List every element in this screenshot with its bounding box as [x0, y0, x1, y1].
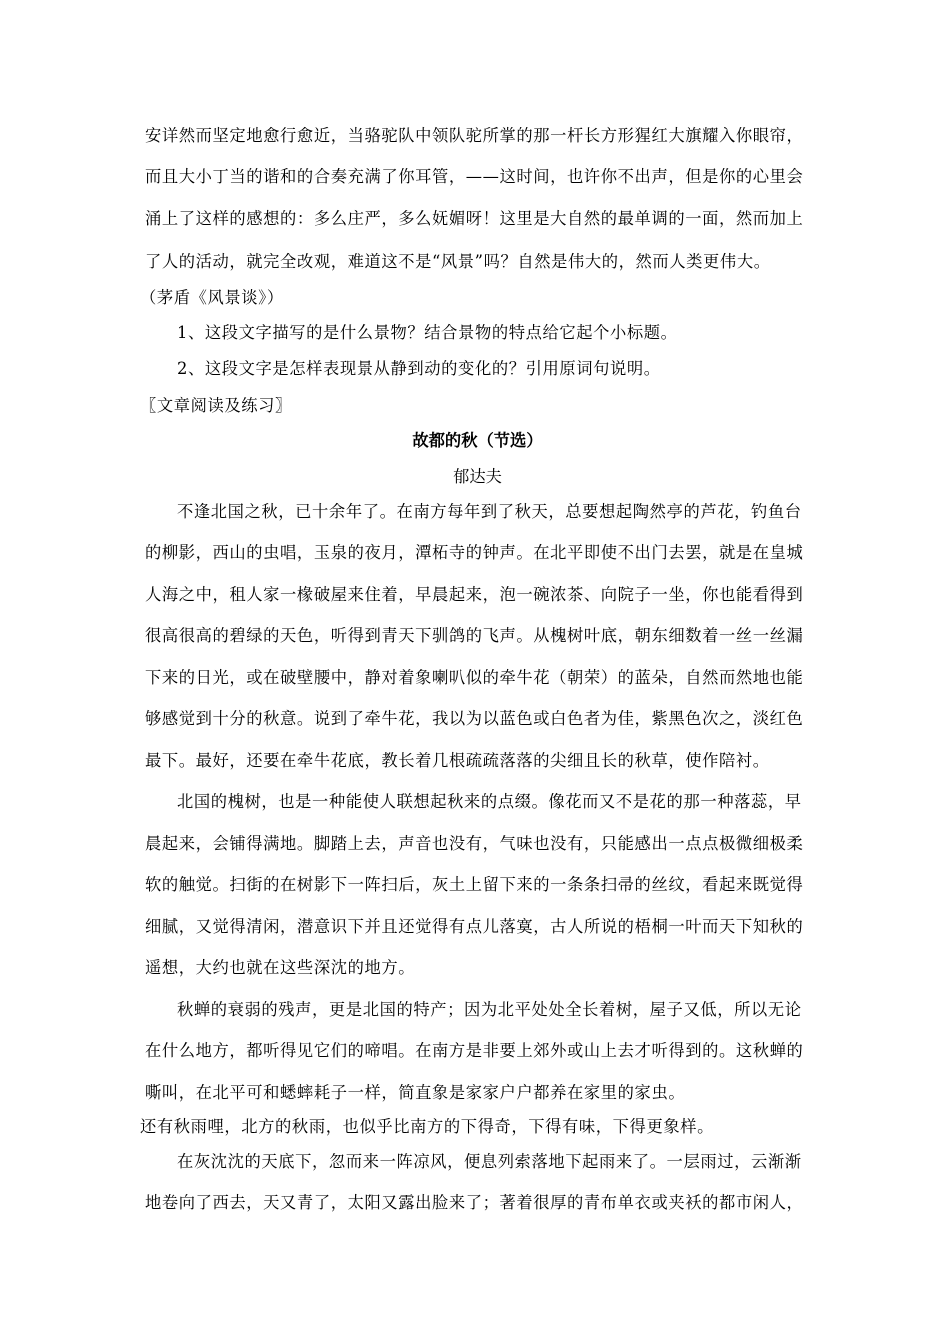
- article-title: 故都的秋（节选）: [412, 431, 543, 450]
- paragraph-line: 北国的槐树，也是一种能使人联想起秋来的点缀。像花而又不是花的那一种落蕊，早: [177, 792, 802, 811]
- paragraph-line: 人海之中，租人家一椽破屋来住着，早晨起来，泡一碗浓茶、向院子一坐，你也能看得到: [145, 585, 804, 604]
- passage-line: 而且大小丁当的谐和的合奏充满了你耳管，——这时间，也许你不出声，但是你的心里会: [145, 167, 804, 186]
- paragraph-line: 在灰沈沈的天底下，忽而来一阵凉风，便息列索落地下起雨来了。一层雨过，云渐渐: [177, 1152, 802, 1171]
- paragraph-line: 晨起来，会铺得满地。脚踏上去，声音也没有，气味也没有，只能感出一点点极微细极柔: [145, 834, 804, 853]
- passage-source: （茅盾《风景谈》）: [140, 288, 284, 307]
- paragraph-line: 的柳影，西山的虫唱，玉泉的夜月，潭柘寺的钟声。在北平即使不出门去罢，就是在皇城: [145, 543, 804, 562]
- passage-line: 安详然而坚定地愈行愈近，当骆驼队中领队驼所掌的那一杆长方形猩红大旗耀入你眼帘，: [145, 126, 804, 145]
- paragraph-line: 嘶叫，在北平可和蟋蟀耗子一样，简直象是家家户户都养在家里的家虫。: [145, 1083, 686, 1102]
- article-author: 郁达夫: [453, 467, 502, 486]
- paragraph-line: 细腻，又觉得清闲，潜意识下并且还觉得有点儿落寞，古人所说的梧桐一叶而天下知秋的: [145, 917, 804, 936]
- passage-line: 了人的活动，就完全改观，难道这不是“风景”吗？自然是伟大的，然而人类更伟大。: [145, 252, 771, 271]
- question-1: 1、这段文字描写的是什么景物？结合景物的特点给它起个小标题。: [177, 323, 678, 342]
- paragraph-line: 遥想，大约也就在这些深沈的地方。: [145, 958, 416, 977]
- paragraph-line: 还有秋雨哩，北方的秋雨，也似乎比南方的下得奇，下得有味，下得更象样。: [140, 1117, 714, 1136]
- paragraph-line: 秋蝉的衰弱的残声，更是北国的特产；因为北平处处全长着树，屋子又低，所以无论: [177, 1000, 802, 1019]
- paragraph-line: 不逢北国之秋，已十余年了。在南方每年到了秋天，总要想起陶然亭的芦花，钓鱼台: [177, 502, 802, 521]
- paragraph-line: 很高很高的碧绿的天色，听得到青天下驯鸽的飞声。从槐树叶底，朝东细数着一丝一丝漏: [145, 626, 804, 645]
- paragraph-line: 下来的日光，或在破壁腰中，静对着象喇叭似的牵牛花（朝荣）的蓝朵，自然而然地也能: [145, 668, 804, 687]
- paragraph-line: 地卷向了西去，天又青了，太阳又露出脸来了；著着很厚的青布单衣或夹袄的都市闲人，: [145, 1193, 804, 1212]
- passage-line: 涌上了这样的感想的：多么庄严，多么妩媚呀！这里是大自然的最单调的一面，然而加上: [145, 209, 804, 228]
- paragraph-line: 够感觉到十分的秋意。说到了牵牛花，我以为以蓝色或白色者为佳，紫黑色次之，淡红色: [145, 709, 804, 728]
- paragraph-line: 在什么地方，都听得见它们的啼唱。在南方是非要上郊外或山上去才听得到的。这秋蝉的: [145, 1041, 804, 1060]
- paragraph-line: 最下。最好，还要在牵牛花底，教长着几根疏疏落落的尖细且长的秋草，使作陪衬。: [145, 751, 770, 770]
- paragraph-line: 软的触觉。扫街的在树影下一阵扫后，灰土上留下来的一条条扫帚的丝纹，看起来既觉得: [145, 875, 804, 894]
- section-heading: 〖文章阅读及练习〗: [140, 396, 292, 415]
- question-2: 2、这段文字是怎样表现景从静到动的变化的？引用原词句说明。: [177, 359, 661, 378]
